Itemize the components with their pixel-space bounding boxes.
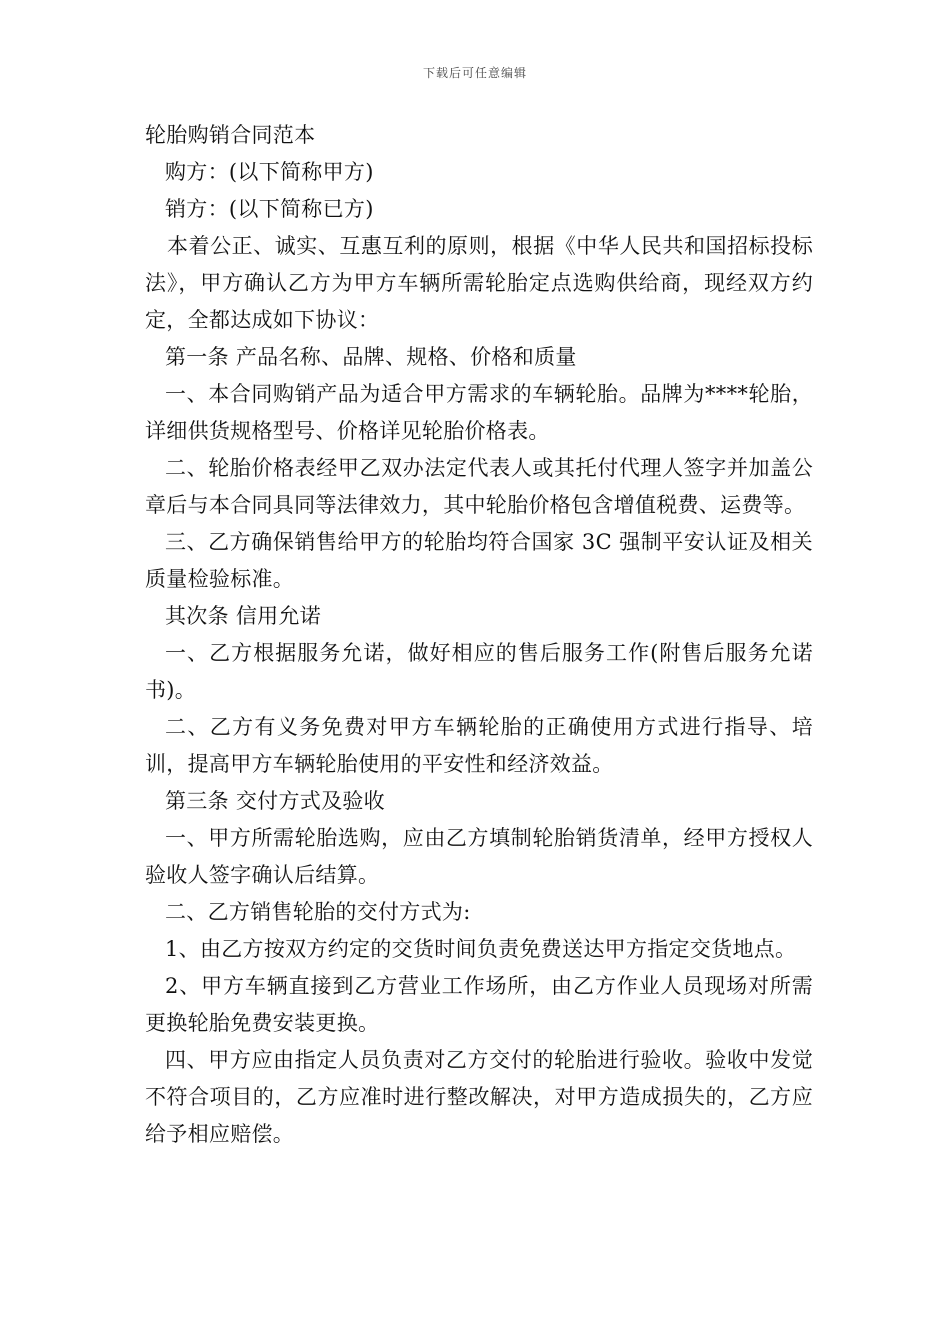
article-1-item-1: 一、本合同购销产品为适合甲方需求的车辆轮胎。品牌为****轮胎，详细供货规格型号、价格详见轮胎价格表。	[145, 382, 813, 443]
article-1-item-2: 二、轮胎价格表经甲乙双办法定代表人或其托付代理人签字并加盖公章后与本合同具同等法律效力，其中轮胎价格包含增值税费、运费等。	[145, 456, 813, 517]
seller-line: 销方：(以下简称已方)	[165, 197, 374, 221]
article-3-subitem-2: 2、甲方车辆直接到乙方营业工作场所，由乙方作业人员现场对所需更换轮胎免费安装更换。	[145, 974, 813, 1035]
article-2-heading: 其次条 信用允诺	[165, 604, 322, 628]
preamble-paragraph: 本着公正、诚实、互惠互利的原则，根据《中华人民共和国招标投标法》，甲方确认乙方为甲方车辆所需轮胎定点选购供给商，现经双方约定，全都达成如下协议：	[145, 234, 813, 332]
article-1-item-3: 三、乙方确保销售给甲方的轮胎均符合国家 3C 强制平安认证及相关质量检验标准。	[145, 530, 813, 591]
article-3-item-4: 四、甲方应由指定人员负责对乙方交付的轮胎进行验收。验收中发觉不符合项目的，乙方应准时进行整改解决，对甲方造成损失的，乙方应给予相应赔偿。	[145, 1048, 813, 1146]
article-3-item-1: 一、甲方所需轮胎选购，应由乙方填制轮胎销货清单，经甲方授权人验收人签字确认后结算。	[145, 826, 813, 887]
article-3-subitem-1: 1、由乙方按双方约定的交货时间负责免费送达甲方指定交货地点。	[165, 937, 797, 961]
article-3-item-2: 二、乙方销售轮胎的交付方式为:	[165, 900, 471, 924]
contract-body	[145, 117, 813, 1153]
article-2-item-2: 二、乙方有义务免费对甲方车辆轮胎的正确使用方式进行指导、培训，提高甲方车辆轮胎使用的平安性和经济效益。	[145, 715, 813, 776]
article-2-item-1: 一、乙方根据服务允诺，做好相应的售后服务工作(附售后服务允诺书)。	[145, 641, 813, 702]
document-title: 轮胎购销合同范本	[145, 123, 316, 147]
buyer-line: 购方：(以下简称甲方)	[165, 160, 374, 184]
article-3-heading: 第三条 交付方式及验收	[165, 789, 385, 813]
page-header-note: 下载后可任意编辑	[422, 66, 527, 80]
article-1-heading: 第一条 产品名称、品牌、规格、价格和质量	[165, 345, 577, 369]
